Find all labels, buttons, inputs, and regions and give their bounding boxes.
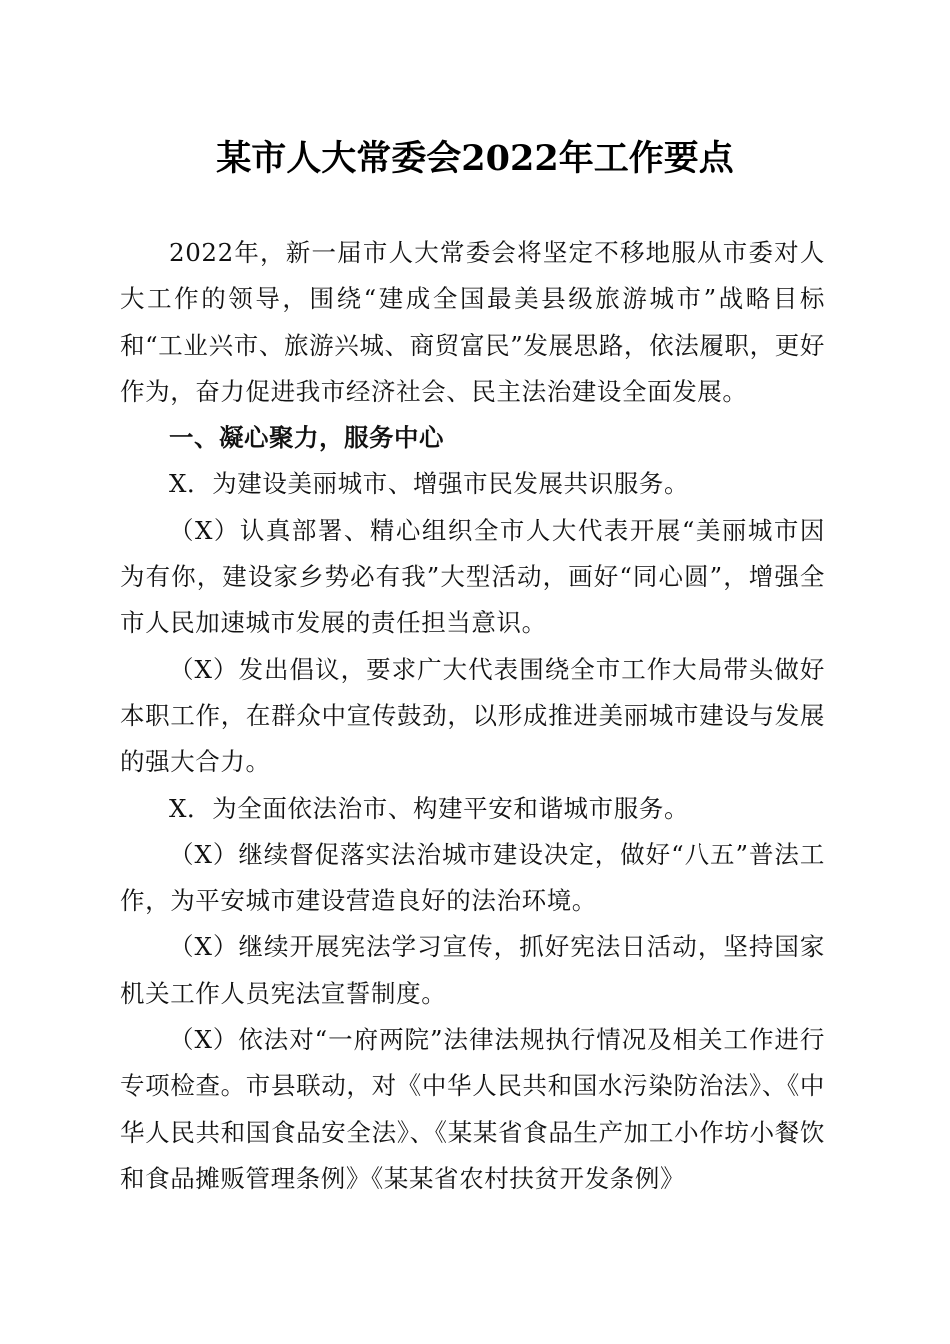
section-heading-1: 一、凝心聚力，服务中心 <box>169 423 444 453</box>
document-title: 某市人大常委会2022年工作要点 <box>216 138 734 179</box>
subitem-paragraph: （X）依法对“一府两院”法律法规执行情况及相关工作进行专项检查。市县联动，对《中华人民共和国水污染防治法》、《中华人民共和国食品安全法》、《某某省食品生产加工小作坊小餐饮和食品摊贩管理条例》《某某省农村扶贫开发条例》 <box>120 1025 825 1193</box>
subitem-paragraph: （X）继续督促落实法治城市建设决定，做好“八五”普法工作，为平安城市建设营造良好的法治环境。 <box>120 839 825 916</box>
intro-paragraph: 2022年，新一届市人大常委会将坚定不移地服从市委对人大工作的领导，围绕“建成全国最美县级旅游城市”战略目标和“工业兴市、旅游兴城、商贸富民”发展思路，依法履职，更好作为，奋力促进我市经济社会、民主法治建设全面发展。 <box>120 238 825 406</box>
subitem-paragraph: （X）发出倡议，要求广大代表围绕全市工作大局带头做好本职工作，在群众中宣传鼓劲，以形成推进美丽城市建设与发展的强大合力。 <box>120 654 825 777</box>
subitem-paragraph: （X）认真部署、精心组织全市人大代表开展“美丽城市因为有你，建设家乡势必有我”大型活动，画好“同心圆”，增强全市人民加速城市发展的责任担当意识。 <box>120 515 825 638</box>
item-heading-2: X．为全面依法治市、构建平安和谐城市服务。 <box>169 793 690 823</box>
item-heading-1: X．为建设美丽城市、增强市民发展共识服务。 <box>169 469 690 499</box>
subitem-paragraph: （X）继续开展宪法学习宣传，抓好宪法日活动，坚持国家机关工作人员宪法宣誓制度。 <box>120 932 825 1008</box>
document-body <box>120 230 825 1202</box>
